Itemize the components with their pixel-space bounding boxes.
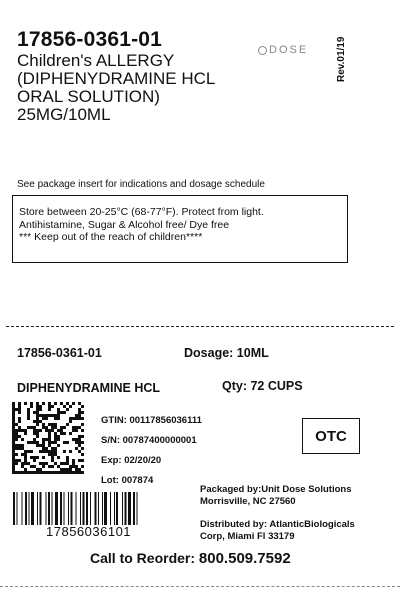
drug-name-line: Children's ALLERGY — [17, 51, 175, 70]
linear-barcode — [13, 492, 176, 525]
drug-name-block — [17, 52, 252, 124]
distributed-by-line: Distributed by: AtlanticBiologicals — [200, 519, 355, 530]
gtin-text: GTIN: 00117856036111 — [101, 415, 202, 426]
distributed-by-info — [200, 519, 400, 543]
storage-line: Store between 20-25°C (68-77°F). Protect from light. — [19, 206, 264, 218]
reorder-line — [90, 550, 291, 567]
logo-circle-icon — [258, 46, 267, 55]
otc-badge: OTC — [302, 418, 360, 454]
drug-name-line: ORAL SOLUTION) — [17, 87, 160, 106]
bottom-edge-line — [0, 586, 400, 587]
expiration-text: Exp: 02/20/20 — [101, 455, 162, 466]
unit-dose-logo — [258, 44, 308, 56]
logo-text: DOSE — [269, 44, 309, 56]
storage-warning-box — [12, 195, 348, 263]
storage-line: Antihistamine, Sugar & Alcohol free/ Dye free — [19, 218, 230, 231]
drug-name-line: (DIPHENYDRAMINE HCL — [17, 69, 216, 88]
dosage-text: Dosage: 10ML — [184, 346, 269, 360]
drug-strength: 25MG/10ML — [17, 105, 111, 124]
lot-number-text: Lot: 007874 — [101, 475, 154, 486]
serial-number-text: S/N: 00787400000001 — [101, 435, 197, 446]
packaged-by-line: Morrisville, NC 27560 — [200, 496, 296, 507]
revision-text: Rev.01/19 — [336, 36, 347, 82]
generic-name: DIPHENYDRAMINE HCL — [17, 381, 161, 395]
product-codes — [101, 411, 202, 491]
ndc-number-bottom: 17856-0361-01 — [17, 346, 102, 360]
reorder-phone: 800.509.7592 — [198, 550, 291, 567]
ndc-number-top: 17856-0361-01 — [17, 28, 163, 51]
reorder-label: Call to Reorder: — [90, 550, 196, 566]
quantity-text: Qty: 72 CUPS — [222, 379, 303, 393]
tear-line-divider — [6, 326, 394, 327]
barcode-number: 17856036101 — [46, 524, 132, 539]
datamatrix-code — [12, 402, 84, 474]
package-insert-note: See package insert for indications and dosage schedule — [17, 179, 265, 190]
packaged-by-info — [200, 484, 352, 508]
packaged-by-line: Packaged by:Unit Dose Solutions — [200, 484, 352, 495]
distributed-by-line: Corp, Miami Fl 33179 — [200, 531, 295, 542]
storage-line: *** Keep out of the reach of children**** — [19, 231, 203, 243]
